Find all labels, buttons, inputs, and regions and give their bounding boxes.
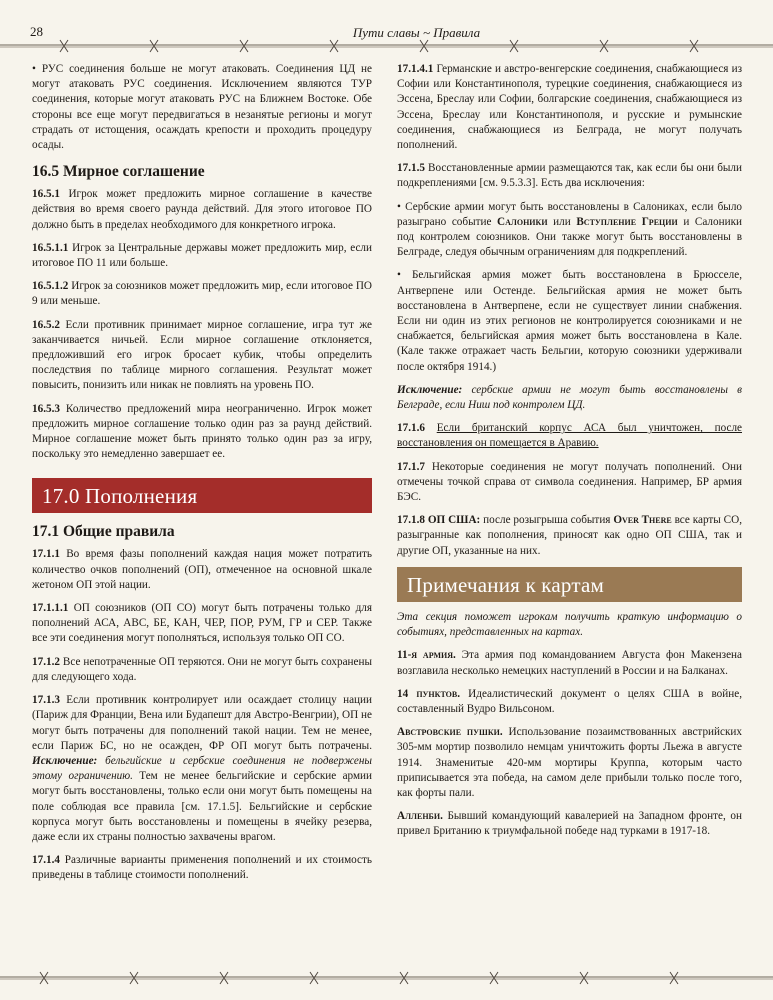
bullet-belgian-army: • Бельгийская армия может быть восстановлена в Брюсселе, Антверпене или Остенде. Бельгийская армия не может быть восстановлена в Антверпене, если не существует линии снабжения. Если ни один из этих регионов не контролируется союзниками и не снабжается, бельгийская армия может быть восстановлена в Кале. (Кале также отражает часть Бельгии, которую союзники удерживали после октября 1914.) — [397, 269, 742, 373]
rule-text: Во время фазы пополнений каждая нация может потратить количество очков пополнений (ОП), отмеченное на основной шкале жетоном ОП этой нации. — [32, 548, 372, 591]
rule-label: 16.5.1 — [32, 188, 60, 201]
rule-label: 17.1.4.1 — [397, 63, 434, 75]
rule-16-5-1-1 — [32, 241, 372, 271]
rule-text: Если противник принимает мирное соглашение, игра тут же заканчивается ничьей. Если мирное соглашение отклоняется, предложивший его игрок бросает кубик, чтобы определить последствия по таблице мирного соглашения. Результат может повысить, понизить или никак не повлиять на уровень ПО. — [32, 318, 372, 392]
rule-text: Игрок за союзников может предложить мир, если итоговое ПО 9 или меньше. — [32, 280, 372, 308]
rule-label: 17.1.1.1 — [32, 602, 69, 615]
chapter-banner-17: 17.0 Пополнения — [32, 478, 372, 513]
rule-label: 16.5.3 — [32, 402, 60, 415]
exception-text: сербские армии не могут быть восстановлены в Белграде, если Ниш под контролем ЦД. — [397, 383, 742, 412]
rule-16-5-3 — [32, 402, 372, 463]
rule-16-5-1-2 — [32, 279, 372, 309]
rule-label: 17.1.1 — [32, 548, 60, 561]
card-note-text: Идеалистический документ о целях США в войне, составленный Вудро Вильсоном. — [397, 687, 743, 715]
event-name-salonika: Салоники — [497, 215, 548, 228]
rule-label: 16.5.2 — [32, 318, 60, 331]
bullet-text: или — [553, 215, 571, 228]
rule-17-1-3 — [32, 693, 372, 845]
rule-text: Все непотраченные ОП теряются. Они не могут быть сохранены для следующего хода. — [32, 655, 373, 683]
rule-text: Германские и австро-венгерские соединения, снабжающиеся из Софии или Константинополя, турецкие соединения, снабжающиеся из Эссена, Бреслау или Софии, болгарские соединения, снабжающиеся из Эссена, Бреслау или Константинополя, и русские и румынские соединения, снабжающиеся из Белграда, не могут получать пополнений. — [397, 63, 742, 152]
bullet-text: • Сербские армии могут быть восстановлены в Салониках, если было разыграно событие — [397, 200, 742, 228]
rule-17-1-7 — [397, 460, 742, 506]
rule-17-1-1-1 — [32, 601, 372, 647]
rule-label: 17.1.7 — [397, 460, 425, 473]
rule-text: Игрок может предложить мирное соглашение в качестве действия во время своего раунда действий. Для этого итоговое ПО должно быть в пределах необходимого для конкретного игрока. — [32, 188, 372, 231]
card-note-allenby — [397, 809, 742, 839]
rule-16-5-2 — [32, 318, 372, 394]
rule-text: Если противник контролирует или осаждает столицу нации (Париж для Франции, Вена или Будапешт для Австро-Венгрии), ОП не могут быть потрачены для пополнений такой нации. Тем не менее, если Париж БС, но не осажден, ФР ОП могут быть потрачены. — [32, 694, 372, 752]
rule-label: 17.1.2 — [32, 655, 60, 668]
right-column — [397, 62, 742, 848]
card-notes-banner: Примечания к картам — [397, 567, 742, 602]
bullet-text: и Салоники под контролем союзников. Они также могут быть восстановлены в Белграде, следуя обычным ограничениям для подкреплений. — [397, 215, 743, 259]
card-name: Алленби. — [397, 810, 443, 823]
rule-text: Игрок за Центральные державы может предложить мир, если итоговое ПО 11 или больше. — [32, 241, 372, 270]
rule-17-1-6 — [397, 421, 742, 451]
rule-16-5-1 — [32, 187, 372, 233]
card-notes-intro: Эта секция поможет игрокам получить краткую информацию о событиях, представленных на картах. — [397, 610, 742, 639]
card-note-austrian-guns — [397, 725, 742, 801]
barbed-wire-divider-bottom — [0, 970, 773, 986]
rule-label: 16.5.1.1 — [32, 241, 69, 254]
rule-17-1-1 — [32, 547, 372, 593]
card-note-14-points — [397, 687, 742, 717]
event-name-over-there: Over There — [613, 514, 672, 527]
rule-text: Различные варианты применения пополнений и их стоимость приведены в таблице стоимости пополнений. — [32, 854, 372, 882]
left-column — [32, 62, 372, 892]
rule-17-1-4-1 — [397, 62, 742, 153]
card-name: 14 пунктов. — [397, 687, 461, 700]
card-note-text: Бывший командующий кавалерией на Западном фронте, он привел Британию к триумфальной победе над турками в 1917-18. — [397, 810, 742, 838]
exception-note — [397, 383, 742, 413]
barbed-wire-divider-top — [0, 38, 773, 54]
rule-text: Восстановленные армии размещаются так, как если бы они были подкреплениями [см. 9.5.3.3]. Есть два исключения: — [397, 162, 742, 190]
card-note-text: Использование позаимствованных австрийских 305-мм мортир позволило немцам уничтожить форты Льежа в августе 1914. Знаменитые 420-мм мортиры Круппа, которым часто приписывается эта победа, на самом деле прибыли только после того, как форты пали. — [397, 726, 743, 799]
rule-label: 17.1.4 — [32, 854, 60, 867]
paragraph-intro: • РУС соединения больше не могут атаковать. Соединения ЦД не могут атаковать РУС соединения. Исключением являются ТУР соединения, которые могут атаковать РУС на Ближнем Востоке. Обе стороны все еще могут передвигаться в незанятые регионы и могут страдать от истощения, осаждать крепости и проходить процедуру осады. — [32, 63, 372, 152]
rule-text: после розыгрыша события — [483, 514, 611, 527]
bullet-serbian-armies — [397, 200, 742, 261]
event-name-greece-entry: Вступление Греции — [576, 215, 678, 228]
rule-text: Некоторые соединения не могут получать пополнений. Они отмечены точкой справа от символа соединения. Например, БР армия БЭС. — [397, 460, 743, 504]
exception-label: Исключение: — [397, 383, 463, 396]
section-heading-16-5: 16.5 Мирное соглашение — [32, 163, 205, 181]
page-number: 28 — [30, 24, 43, 39]
rule-label: 17.1.3 — [32, 694, 60, 707]
rule-text: Количество предложений мира неограниченно. Игрок может предложить мирное соглашение только один раз за раунд действий. Мирное соглашение может быть принято только один раз за игру, поскольку это немедленно завершает ее. — [32, 402, 372, 461]
rule-17-1-4 — [32, 853, 372, 883]
rule-text-tail: Тем не менее бельгийские и сербские армии могут быть восстановлены, только если они могут быть помещены на поле соблюдая все правила [см. 17.1.5]. Бельгийские и сербские корпуса могут быть восстановлены и помещены в ячейку резерва, даже если их страны полностью захвачены врагом. — [32, 770, 373, 843]
rule-label: 17.1.8 ОП США: — [397, 514, 481, 527]
card-note-text: Эта армия под командованием Августа фон Макензена возглавила несколько немецких наступлений в России и на Балканах. — [397, 649, 743, 677]
rule-label: 16.5.1.2 — [32, 280, 69, 293]
rule-label: 17.1.6 — [397, 422, 425, 435]
rule-label: 17.1.5 — [397, 162, 425, 175]
rule-17-1-2 — [32, 655, 372, 685]
card-name: 11-я армия. — [397, 649, 456, 662]
section-heading-17-1: 17.1 Общие правила — [32, 523, 175, 541]
running-title: Пути славы ~ Правила — [352, 25, 481, 40]
card-note-11th-army — [397, 648, 742, 678]
exception-text: бельгийские и сербские соединения не подвержены этому ограничению. — [32, 754, 372, 783]
rule-text: ОП союзников (ОП СО) могут быть потрачены только для пополнений АСА, АВС, БЕ, КАН, ЧЕР, ПОР, РУМ, ГР и СЕР. Также все эти соединения могут пополняться, используя только ОП СО. — [32, 602, 372, 645]
rule-17-1-8 — [397, 513, 742, 559]
exception-label: Исключение: — [32, 754, 98, 767]
rule-text: все карты СО, разыгранные как пополнения, приносят как одно ОП США, так и другие ОП, указанные на них. — [397, 514, 743, 557]
rule-text: Если британский корпус АСА был уничтожен, после восстановления он помещается в Аравию. — [397, 422, 742, 450]
rule-17-1-5 — [397, 161, 742, 191]
card-name: Австровские пушки. — [397, 726, 503, 739]
